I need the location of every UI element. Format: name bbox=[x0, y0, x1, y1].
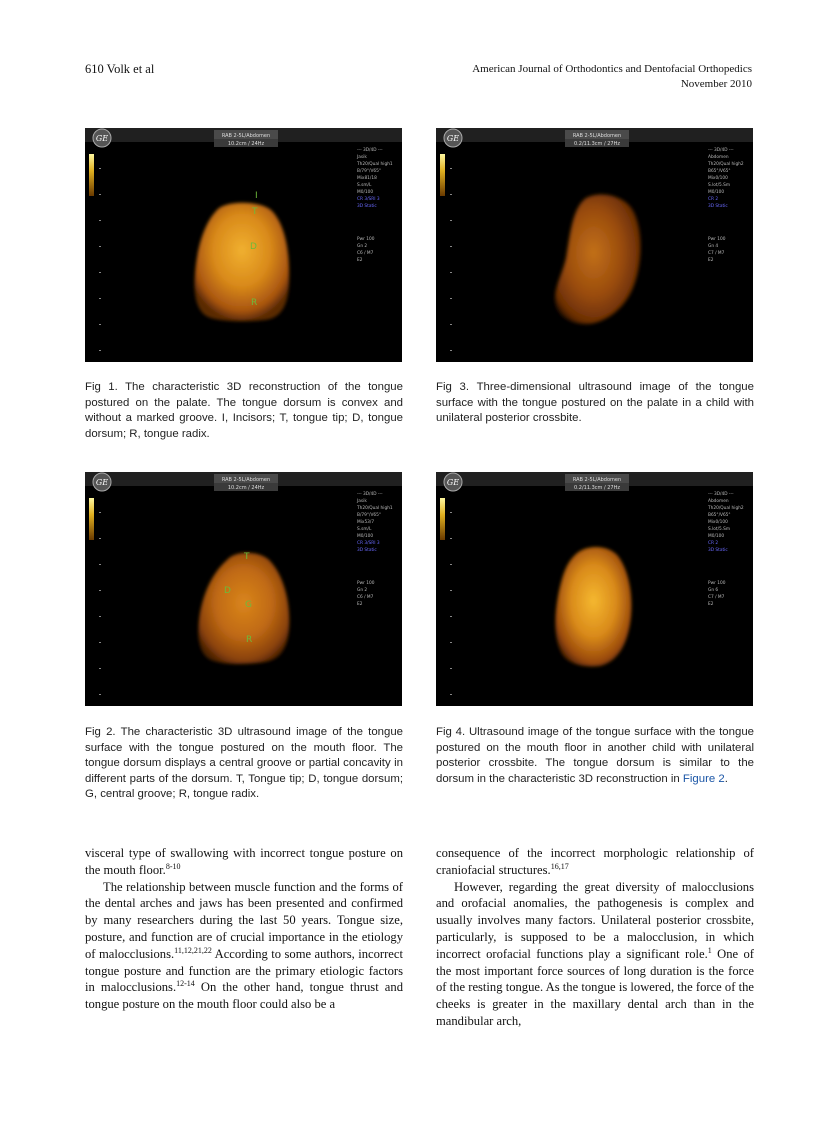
fig3-depth-label: 0.2/11.3cm / 27Hz bbox=[574, 141, 620, 147]
running-head-page-author: 610 Volk et al bbox=[85, 62, 155, 76]
body-paragraph: visceral type of swallowing with incorrect tongue posture on the mouth floor.$^{8-10}$ bbox=[85, 846, 403, 877]
svg-text:Pwr 100: Pwr 100 bbox=[357, 581, 375, 586]
svg-text:C6 / M7: C6 / M7 bbox=[357, 595, 374, 600]
svg-text:Abdomen: Abdomen bbox=[708, 499, 729, 504]
fig1-label-radix: R bbox=[251, 298, 258, 308]
fig2-label-radix: R bbox=[246, 635, 253, 645]
svg-text:E2: E2 bbox=[357, 258, 363, 263]
svg-text:M0/100: M0/100 bbox=[357, 534, 374, 539]
fig4-probe-label: RAB 2-5L/Abdomen bbox=[572, 477, 622, 483]
fig2-label-tongue-tip: T bbox=[244, 552, 250, 562]
body-paragraph: However, regarding the great diversity of malocclusions and orofacial anomalies, the pathogenesis is complex and usually involves many factors. Unilateral posterior crossbite, particularly, is supposed to be a malocclusion, in which incorrect orofacial functions play a significant role.$^1$ One of the most important force sources of long duration is the force of the resting tongue. As the tongue is lowered, the force of the cheeks is greater in the maxillary dental arch than in the mandibular arch, bbox=[436, 879, 754, 1028]
svg-text:CR 2: CR 2 bbox=[708, 197, 719, 202]
figure-4-caption bbox=[436, 725, 754, 787]
svg-text:3D Static: 3D Static bbox=[708, 548, 728, 553]
svg-text:--- 3D/4D ---: --- 3D/4D --- bbox=[708, 492, 734, 497]
figure-2-caption-label: Fig 2. bbox=[85, 726, 116, 738]
reference-link[interactable]: 12-14 bbox=[176, 979, 195, 989]
svg-text:C7 / M7: C7 / M7 bbox=[708, 595, 725, 600]
svg-text:B/79°/V65°: B/79°/V65° bbox=[357, 169, 382, 174]
svg-text:C6 / M7: C6 / M7 bbox=[357, 251, 374, 256]
figure-2-link[interactable]: Figure 2 bbox=[682, 772, 725, 785]
figure-4-ultrasound-image bbox=[436, 472, 753, 706]
svg-text:Gn 4: Gn 4 bbox=[708, 244, 719, 249]
figure-1-caption bbox=[85, 380, 403, 442]
svg-text:B65°/V65°: B65°/V65° bbox=[708, 513, 731, 518]
reference-link[interactable]: 11,12,21,22 bbox=[174, 945, 212, 955]
figure-4-caption-text: Ultrasound image of the tongue surface with the tongue postured on the mouth floor in another child with unilateral posterior crossbite. The tongue dorsum is similar to the dorsum in the characteristic 3D reconstruction in bbox=[436, 726, 754, 785]
figure-2-caption-text: The characteristic 3D ultrasound image of the tongue surface with the tongue postured on the mouth floor. The tongue dorsum displays a central groove or partial concavity in different parts of the dorsum. T, Tongue tip; D, tongue dorsum; G, central groove; R, tongue radix. bbox=[85, 726, 403, 801]
ge-logo-text: GE bbox=[95, 478, 109, 487]
figure-3-ultrasound-image bbox=[436, 128, 753, 362]
figure-4-caption-end: . bbox=[724, 772, 728, 785]
reference-link[interactable]: 16,17 bbox=[550, 861, 569, 871]
fig2-label-dorsum: D bbox=[224, 586, 231, 596]
figure-1-ultrasound-image bbox=[85, 128, 402, 362]
figure-3-caption bbox=[436, 380, 754, 427]
fig2-label-groove: G bbox=[245, 600, 252, 610]
svg-text:3D Static: 3D Static bbox=[357, 204, 377, 209]
fig4-intensity-scale bbox=[440, 498, 445, 540]
svg-text:--- 3D/4D ---: --- 3D/4D --- bbox=[357, 148, 383, 153]
svg-text:Gn 2: Gn 2 bbox=[357, 244, 368, 249]
svg-text:E2: E2 bbox=[708, 602, 714, 607]
svg-text:Mix53/7: Mix53/7 bbox=[357, 520, 375, 525]
svg-text:Abdomen: Abdomen bbox=[708, 155, 729, 160]
svg-text:Th20/Qual high1: Th20/Qual high1 bbox=[357, 506, 393, 511]
ge-logo-text: GE bbox=[95, 134, 109, 143]
svg-text:CR 3/SRI 3: CR 3/SRI 3 bbox=[357, 541, 380, 546]
fig2-depth-label: 10.2cm / 24Hz bbox=[227, 485, 265, 491]
svg-text:Th20/Qual high2: Th20/Qual high2 bbox=[708, 162, 744, 167]
svg-text:Gn 6: Gn 6 bbox=[708, 588, 719, 593]
figure-1-caption-label: Fig 1. bbox=[85, 381, 118, 393]
fig1-label-incisors: I bbox=[255, 191, 258, 201]
reference-link[interactable]: 1 bbox=[707, 945, 712, 955]
svg-text:S.lot/5.Sm: S.lot/5.Sm bbox=[708, 183, 731, 188]
body-column-right bbox=[436, 845, 754, 1030]
body-paragraph: consequence of the incorrect morphologic relationship of craniofacial structures.$^{16,17}$ bbox=[436, 846, 754, 877]
fig3-intensity-scale bbox=[440, 154, 445, 196]
body-paragraph: The relationship between muscle function and the forms of the dental arches and jaws has been presented and confirmed by many researchers during the last 50 years. Tongue size, posture, and function are of crucial importance in the etiology of malocclusions.$^{11,12,21,22}$ According to some authors, incorrect tongue posture and function are the primary etiologic factors in malocclusions.$^{12-14}$ On the other hand, tongue thrust and tongue posture on the mouth floor could also be a bbox=[85, 879, 403, 1012]
svg-text:S.sm/L: S.sm/L bbox=[357, 183, 372, 188]
figure-3-caption-text: Three-dimensional ultrasound image of the tongue surface with the tongue postured on the palate in a child with unilateral posterior crossbite. bbox=[436, 381, 754, 425]
fig3-probe-label: RAB 2-5L/Abdomen bbox=[572, 133, 622, 139]
svg-text:M0/100: M0/100 bbox=[708, 190, 725, 195]
svg-text:Pwr 100: Pwr 100 bbox=[357, 237, 375, 242]
svg-text:3D Static: 3D Static bbox=[708, 204, 728, 209]
ge-logo-text: GE bbox=[446, 134, 460, 143]
fig1-probe-label: RAB 2-5L/Abdomen bbox=[221, 133, 271, 139]
svg-text:Jasik: Jasik bbox=[357, 155, 367, 160]
svg-text:Pwr 100: Pwr 100 bbox=[708, 237, 726, 242]
fig1-label-tongue-tip: T bbox=[252, 207, 258, 217]
svg-text:Th20/Qual high2: Th20/Qual high2 bbox=[708, 506, 744, 511]
svg-text:S.sm/L: S.sm/L bbox=[357, 527, 372, 532]
svg-text:CR 3/SRI 3: CR 3/SRI 3 bbox=[357, 197, 380, 202]
svg-text:B65°/V65°: B65°/V65° bbox=[708, 169, 731, 174]
svg-text:--- 3D/4D ---: --- 3D/4D --- bbox=[357, 492, 383, 497]
figure-1-caption-text: The characteristic 3D reconstruction of the tongue postured on the palate. The tongue dorsum is convex and without a marked groove. I, Incisors; T, tongue tip; D, tongue dorsum; R, tongue radix. bbox=[85, 381, 403, 440]
svg-text:Pwr 100: Pwr 100 bbox=[708, 581, 726, 586]
fig4-depth-label: 0.2/11.3cm / 27Hz bbox=[574, 485, 620, 491]
svg-text:Jasik: Jasik bbox=[357, 499, 367, 504]
svg-text:--- 3D/4D ---: --- 3D/4D --- bbox=[708, 148, 734, 153]
journal-name: American Journal of Orthodontics and Dentofacial Orthopedics bbox=[472, 63, 752, 75]
figure-3-caption-label: Fig 3. bbox=[436, 381, 470, 393]
figure-2-caption bbox=[85, 725, 403, 803]
svg-text:Mix0/100: Mix0/100 bbox=[708, 176, 728, 181]
svg-text:Mix81/18: Mix81/18 bbox=[357, 176, 377, 181]
svg-text:C7 / M7: C7 / M7 bbox=[708, 251, 725, 256]
svg-text:Mix0/100: Mix0/100 bbox=[708, 520, 728, 525]
svg-text:B/79°/V65°: B/79°/V65° bbox=[357, 513, 382, 518]
svg-text:Th20/Qual high1: Th20/Qual high1 bbox=[357, 162, 393, 167]
fig2-probe-label: RAB 2-5L/Abdomen bbox=[221, 477, 271, 483]
svg-text:S.lot/5.Sm: S.lot/5.Sm bbox=[708, 527, 731, 532]
reference-link[interactable]: 8-10 bbox=[165, 861, 181, 871]
figure-4-caption-label: Fig 4. bbox=[436, 726, 466, 738]
fig2-intensity-scale bbox=[89, 498, 94, 540]
journal-issue: November 2010 bbox=[680, 78, 752, 90]
svg-text:M0/100: M0/100 bbox=[357, 190, 374, 195]
fig1-intensity-scale bbox=[89, 154, 94, 196]
svg-text:CR 2: CR 2 bbox=[708, 541, 719, 546]
svg-text:E2: E2 bbox=[357, 602, 363, 607]
figure-2-ultrasound-image bbox=[85, 472, 402, 706]
svg-text:E2: E2 bbox=[708, 258, 714, 263]
svg-text:Gn 2: Gn 2 bbox=[357, 588, 368, 593]
body-column-left bbox=[85, 845, 403, 1013]
running-head-journal bbox=[392, 62, 752, 92]
svg-text:3D Static: 3D Static bbox=[357, 548, 377, 553]
fig1-label-dorsum: D bbox=[250, 242, 257, 252]
fig1-depth-label: 10.2cm / 24Hz bbox=[227, 141, 265, 147]
ge-logo-text: GE bbox=[446, 478, 460, 487]
svg-text:M0/100: M0/100 bbox=[708, 534, 725, 539]
